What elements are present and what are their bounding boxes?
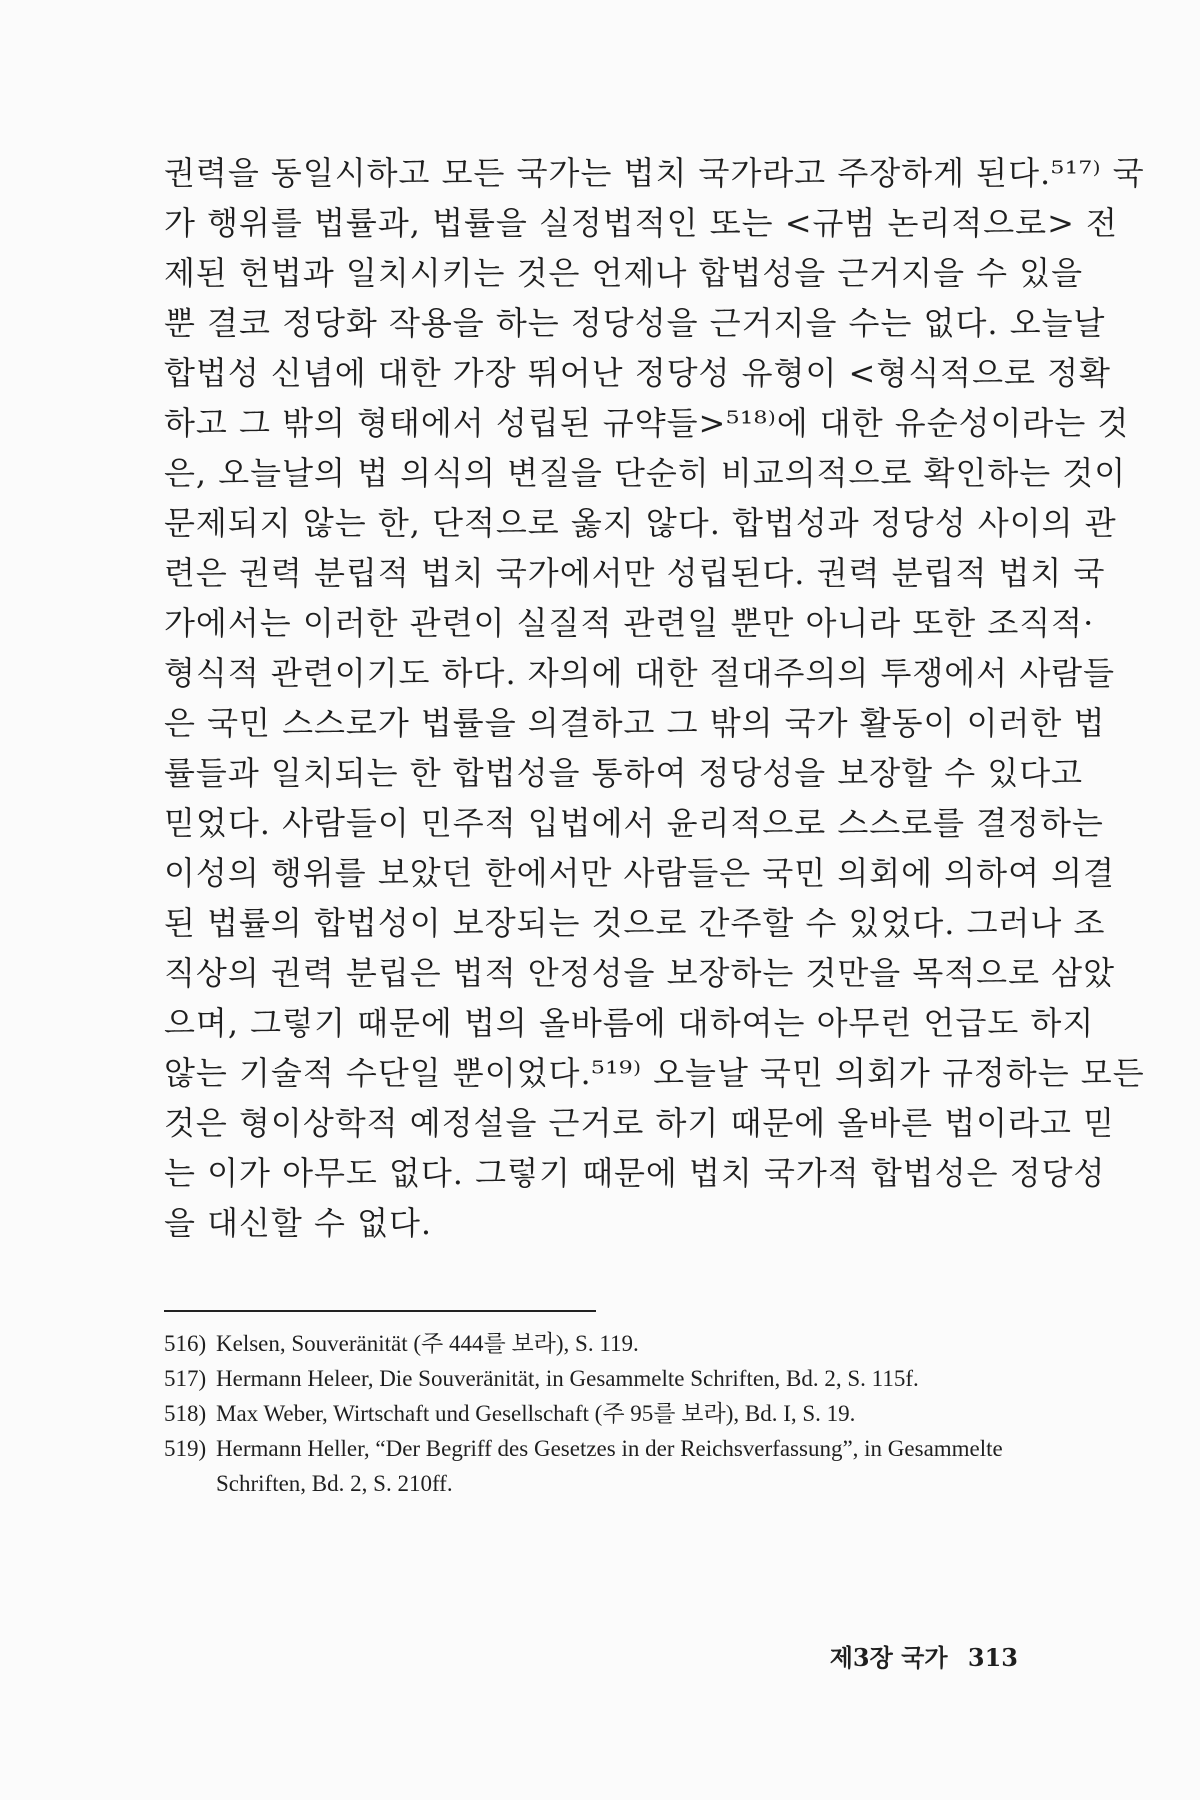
body-line: 것은 형이상학적 예정설을 근거로 하기 때문에 올바른 법이라고 믿 [164, 1104, 1116, 1142]
body-line: 문제되지 않는 한, 단적으로 옳지 않다. 합법성과 정당성 사이의 관 [164, 504, 1117, 542]
footnote-text: Hermann Heller, “Der Begriff des Gesetzes in der Reichsverfassung”, in Gesammelte Schriften, Bd. 2, S. 210ff. [216, 1436, 1003, 1496]
body-line: 으며, 그렇기 때문에 법의 올바름에 대하여는 아무런 언급도 하지 [164, 1004, 1095, 1042]
footnotes [164, 1326, 1044, 1501]
body-line: 이성의 행위를 보았던 한에서만 사람들은 국민 의회에 의하여 의결 [164, 854, 1116, 892]
body-line: 직상의 권력 분립은 법적 안정성을 보장하는 것만을 목적으로 삼았 [164, 954, 1116, 992]
body-line: 않는 기술적 수단일 뿐이었다.⁵¹⁹⁾ 오늘날 국민 의회가 규정하는 모든 [164, 1054, 1145, 1092]
footnote-text: Max Weber, Wirtschaft und Gesellschaft (주 95를 보라), Bd. I, S. 19. [216, 1401, 856, 1426]
footnote-number: 518) [164, 1401, 207, 1426]
running-footer-chapter: 제3장 국가 [829, 1643, 948, 1672]
footnote [164, 1361, 1044, 1396]
body-line: 형식적 관련이기도 하다. 자의에 대한 절대주의의 투쟁에서 사람들 [164, 654, 1116, 692]
page-number: 313 [967, 1643, 1018, 1672]
footnote [164, 1431, 1044, 1501]
footnote-number: 516) [164, 1331, 207, 1356]
body-line: 가 행위를 법률과, 법률을 실정법적인 또는 <규범 논리적으로> 전 [164, 204, 1118, 242]
body-line: 을 대신할 수 없다. [164, 1204, 433, 1242]
footnote [164, 1396, 1044, 1431]
body-line: 련은 권력 분립적 법치 국가에서만 성립된다. 권력 분립적 법치 국 [164, 554, 1106, 592]
body-line: 권력을 동일시하고 모든 국가는 법치 국가라고 주장하게 된다.⁵¹⁷⁾ 국 [164, 154, 1145, 192]
body-line: 하고 그 밖의 형태에서 성립된 규약들>⁵¹⁸⁾에 대한 유순성이라는 것 [164, 404, 1130, 442]
body-line: 은, 오늘날의 법 의식의 변질을 단순히 비교의적으로 확인하는 것이 [164, 454, 1127, 492]
body-line: 합법성 신념에 대한 가장 뛰어난 정당성 유형이 <형식적으로 정확 [164, 354, 1111, 392]
body-line: 는 이가 아무도 없다. 그렇기 때문에 법치 국가적 합법성은 정당성 [164, 1154, 1106, 1192]
page-footer [830, 1642, 1018, 1674]
footnote-number: 519) [164, 1436, 207, 1461]
body-line: 은 국민 스스로가 법률을 의결하고 그 밖의 국가 활동이 이러한 법 [164, 704, 1106, 742]
body-line: 뿐 결코 정당화 작용을 하는 정당성을 근거지을 수는 없다. 오늘날 [164, 304, 1106, 342]
body-line: 률들과 일치되는 한 합법성을 통하여 정당성을 보장할 수 있다고 [164, 754, 1084, 792]
body-line: 된 법률의 합법성이 보장되는 것으로 간주할 수 있었다. 그러나 조 [164, 904, 1106, 942]
body-line: 제된 헌법과 일치시키는 것은 언제나 합법성을 근거지을 수 있을 [164, 254, 1084, 292]
footnote-text: Hermann Heleer, Die Souveränität, in Gesammelte Schriften, Bd. 2, S. 115f. [216, 1366, 919, 1391]
footnote-divider [164, 1310, 596, 1312]
footnote-text: Kelsen, Souveränität (주 444를 보라), S. 119. [216, 1331, 639, 1356]
body-text [164, 148, 1145, 1248]
footnote [164, 1326, 1044, 1361]
footnote-number: 517) [164, 1366, 207, 1391]
body-line: 믿었다. 사람들이 민주적 입법에서 윤리적으로 스스로를 결정하는 [164, 804, 1104, 842]
body-line: 가에서는 이러한 관련이 실질적 관련일 뿐만 아니라 또한 조직적· [164, 604, 1095, 642]
